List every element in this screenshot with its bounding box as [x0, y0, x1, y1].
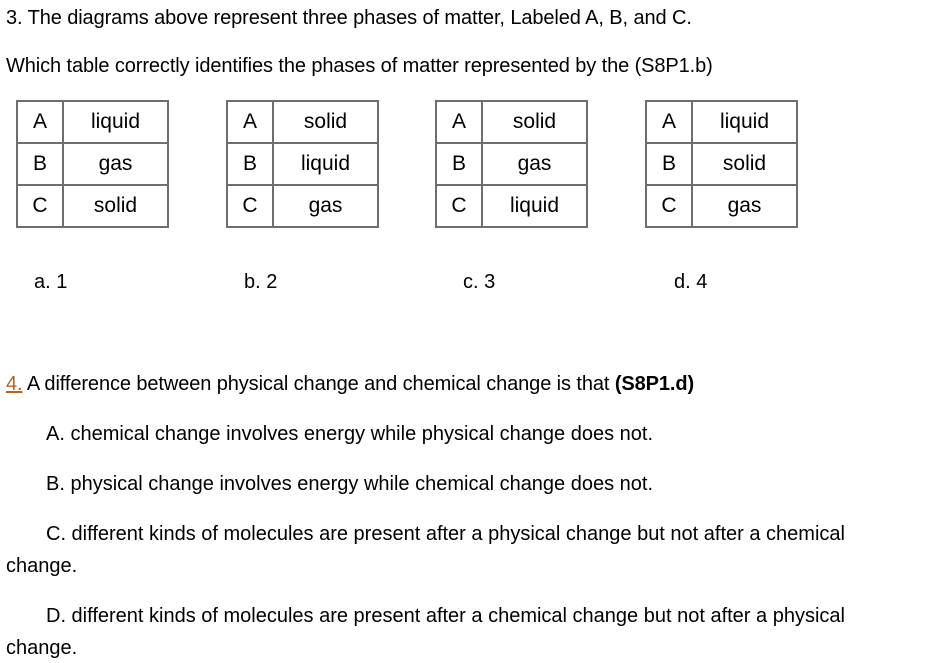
choice-d-wrap: change. — [6, 637, 78, 659]
table-1-value-b: gas — [63, 143, 168, 185]
option-label-c: c. 3 — [463, 271, 496, 293]
choice-b-text: B. physical change involves energy while chemical change does not. — [46, 473, 654, 495]
table-4-key-c: C — [646, 185, 692, 227]
option-label-d: d. 4 — [674, 271, 708, 293]
choice-c-wrap: change. — [6, 555, 78, 577]
phase-table-1 — [16, 100, 169, 228]
question-3-subprompt: Which table correctly identifies the phases of matter represented by the (S8P1.b) — [6, 55, 713, 77]
choice-d-text: D. different kinds of molecules are present after a chemical change but not after a physical — [46, 605, 845, 627]
question-4-text: A difference between physical change and chemical change is that — [22, 373, 615, 395]
phase-table-4 — [645, 100, 798, 228]
table-2-value-b: liquid — [273, 143, 378, 185]
table-2-key-c: C — [227, 185, 273, 227]
table-4-key-a: A — [646, 101, 692, 143]
table-3-key-b: B — [436, 143, 482, 185]
table-1-value-a: liquid — [63, 101, 168, 143]
question-4-standard-code: (S8P1.d) — [614, 373, 695, 395]
table-3-key-c: C — [436, 185, 482, 227]
option-label-b: b. 2 — [244, 271, 278, 293]
table-4-value-a: liquid — [692, 101, 797, 143]
table-1-value-c: solid — [63, 185, 168, 227]
table-4-value-b: solid — [692, 143, 797, 185]
table-2-value-a: solid — [273, 101, 378, 143]
table-4-key-b: B — [646, 143, 692, 185]
phase-tables — [0, 100, 948, 234]
question-4-prompt — [6, 372, 694, 396]
question-3-prompt: 3. The diagrams above represent three phases of matter, Labeled A, B, and C. — [6, 7, 692, 29]
table-2-key-b: B — [227, 143, 273, 185]
table-2-value-c: gas — [273, 185, 378, 227]
table-3-value-b: gas — [482, 143, 587, 185]
table-3-value-a: solid — [482, 101, 587, 143]
phase-table-3 — [435, 100, 588, 228]
table-2-key-a: A — [227, 101, 273, 143]
choice-c-text: C. different kinds of molecules are present after a physical change but not after a chemical — [46, 523, 845, 545]
option-label-a: a. 1 — [34, 271, 68, 293]
table-3-key-a: A — [436, 101, 482, 143]
table-1-key-a: A — [17, 101, 63, 143]
question-4-number: 4. — [6, 373, 23, 395]
table-4-value-c: gas — [692, 185, 797, 227]
table-3-value-c: liquid — [482, 185, 587, 227]
choice-a-text: A. chemical change involves energy while physical change does not. — [46, 423, 654, 445]
phase-table-2 — [226, 100, 379, 228]
table-1-key-c: C — [17, 185, 63, 227]
table-1-key-b: B — [17, 143, 63, 185]
